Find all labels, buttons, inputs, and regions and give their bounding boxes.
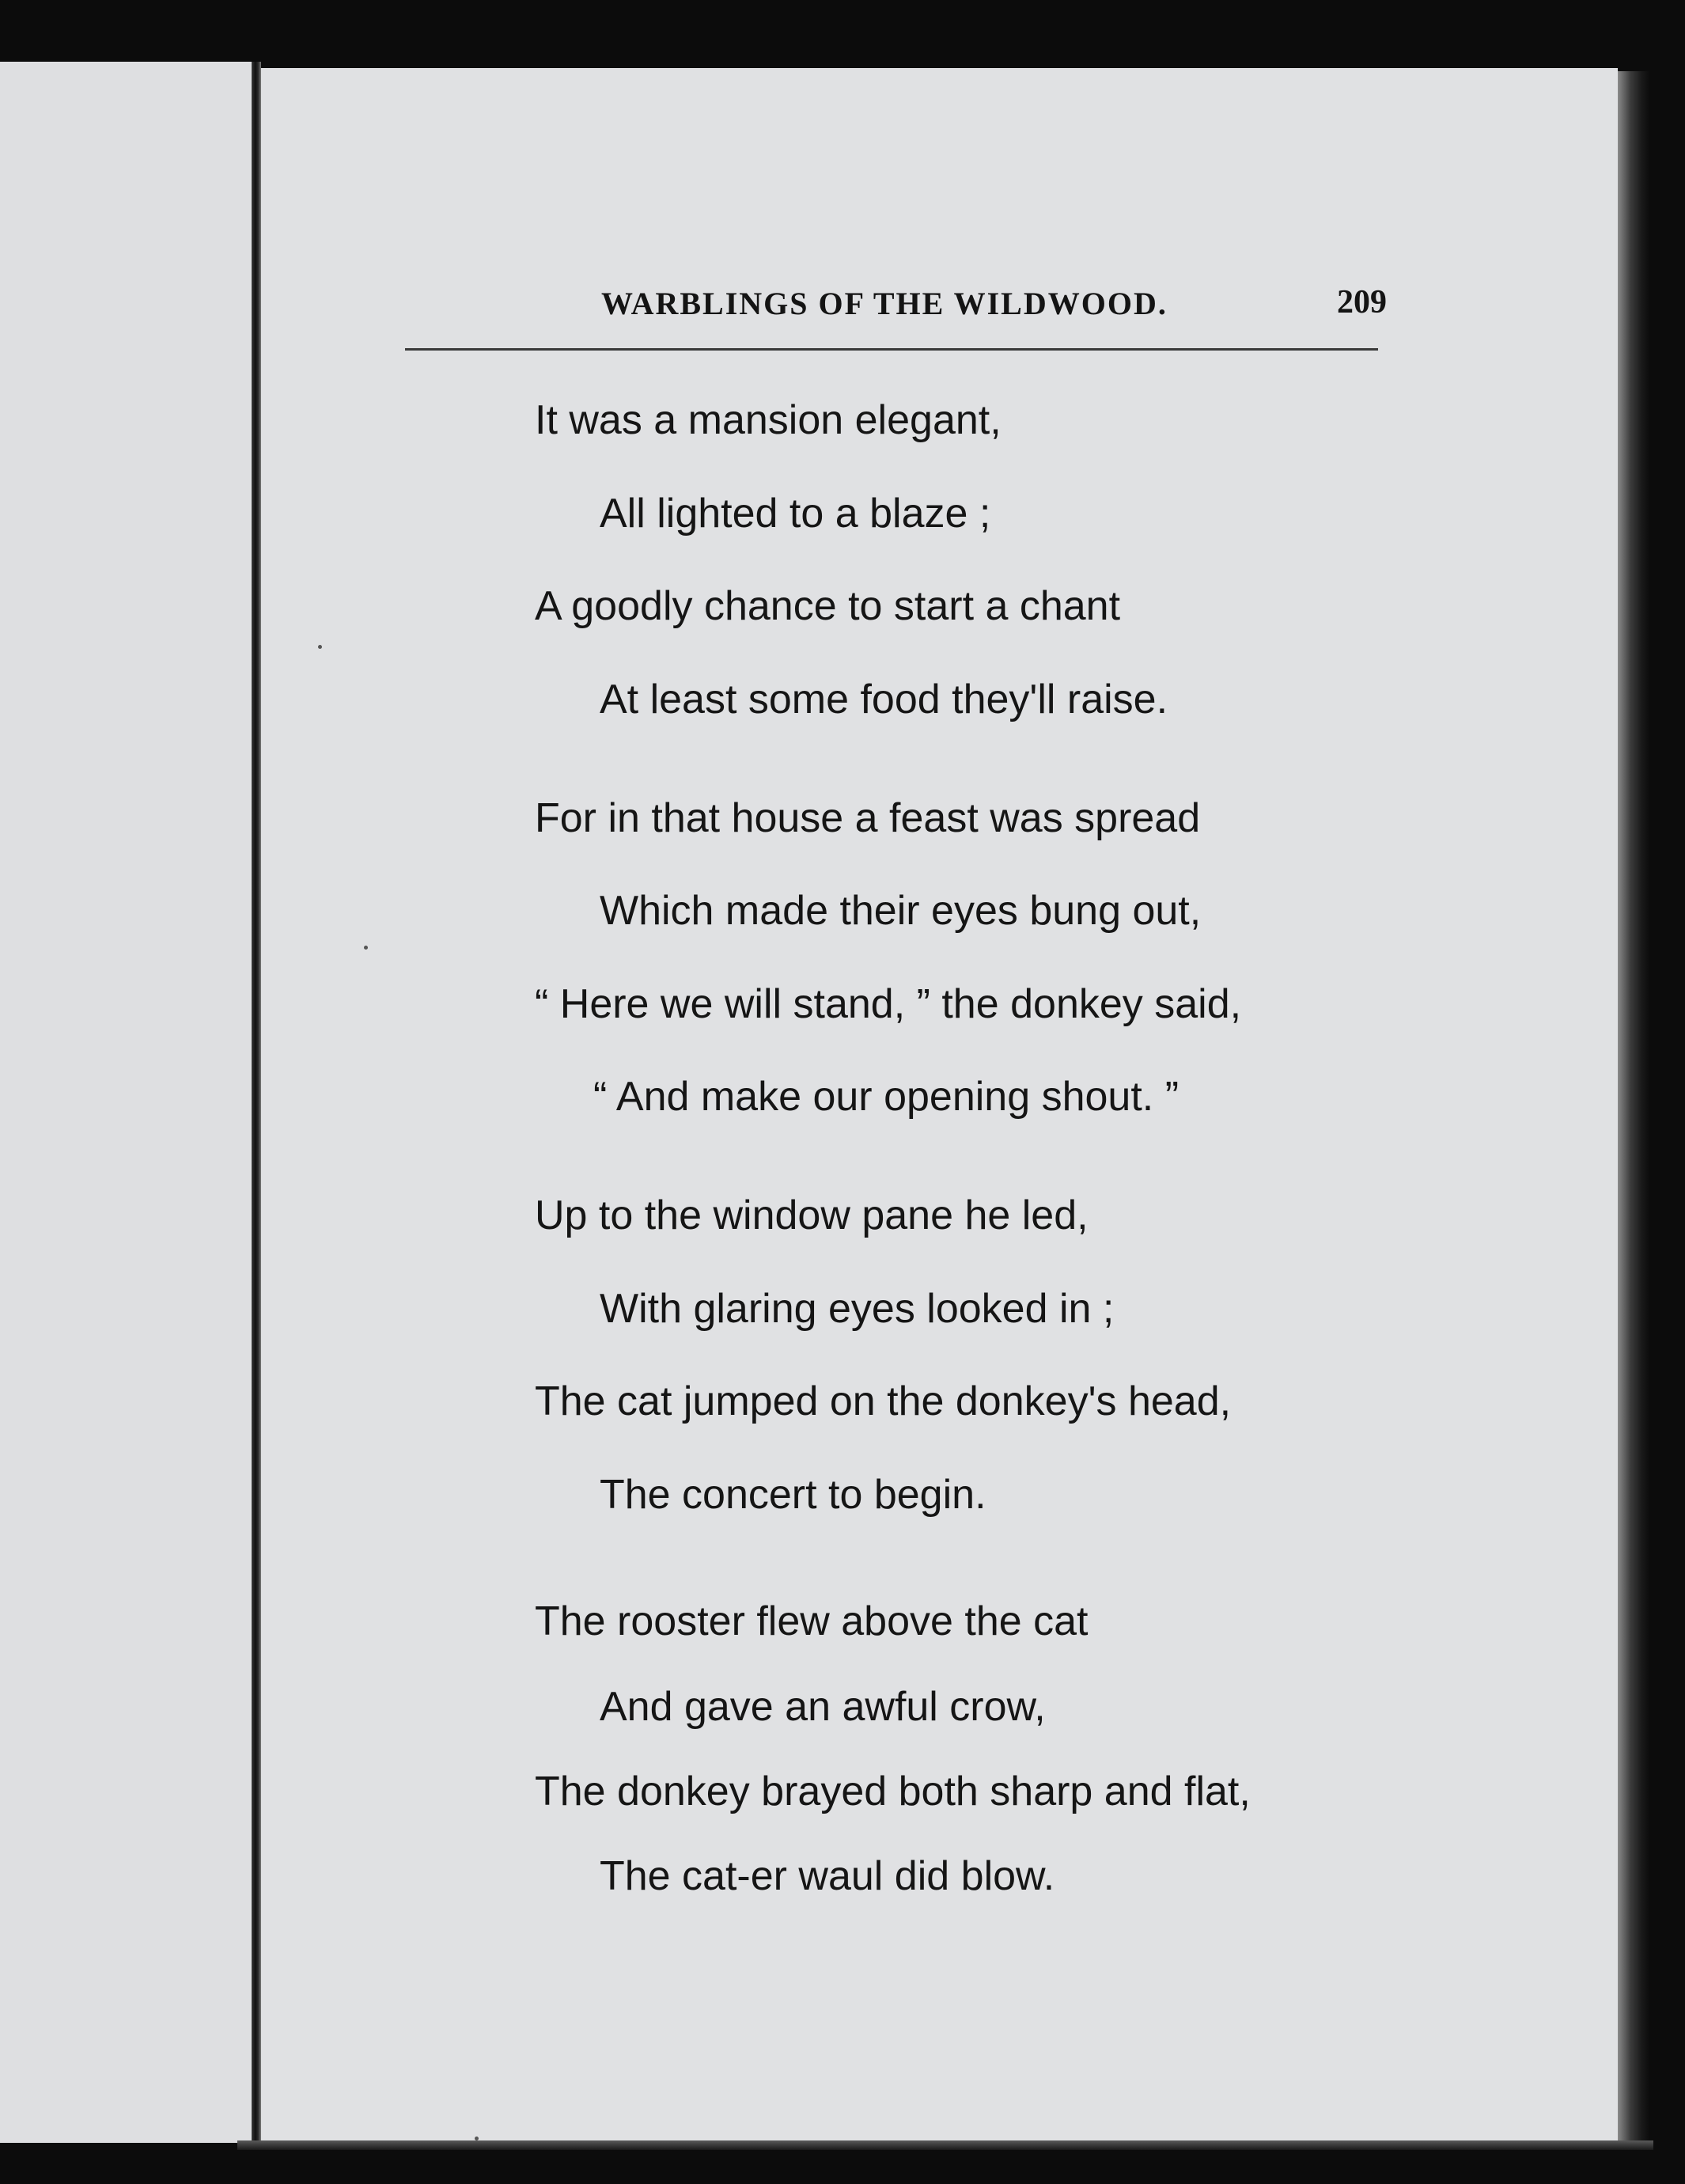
poem-line: The cat-er waul did blow. — [600, 1853, 1055, 1899]
left-page-blank — [0, 62, 252, 2143]
poem-line: The cat jumped on the donkey's head, — [535, 1378, 1232, 1424]
poem-line: Up to the window pane he led, — [535, 1192, 1089, 1238]
poem-line: It was a mansion elegant, — [535, 397, 1002, 443]
poem-line: With glaring eyes looked in ; — [600, 1286, 1115, 1332]
poem-line: For in that house a feast was spread — [535, 795, 1201, 841]
scan-speck — [364, 946, 368, 950]
poem-line: The concert to begin. — [600, 1472, 986, 1518]
page-number: 209 — [1337, 284, 1387, 320]
scan-speck — [318, 645, 322, 649]
poem-line: The donkey brayed both sharp and flat, — [535, 1769, 1251, 1814]
book-gutter — [252, 62, 261, 2143]
running-head-title: WARBLINGS OF THE WILDWOOD. — [601, 286, 1168, 321]
poem-line: At least some food they'll raise. — [600, 677, 1168, 722]
poem-line: All lighted to a blaze ; — [600, 491, 991, 537]
header-rule — [405, 348, 1378, 351]
page-edge-shadow — [1618, 71, 1649, 2144]
poem-line: Which made their eyes bung out, — [600, 888, 1202, 934]
poem-line: And gave an awful crow, — [600, 1684, 1046, 1730]
poem-line: “ And make our opening shout. ” — [593, 1074, 1180, 1120]
page-bottom-edge — [237, 2140, 1653, 2150]
poem-line: The rooster flew above the cat — [535, 1598, 1089, 1644]
scan-speck — [475, 2137, 479, 2140]
poem-line: A goodly chance to start a chant — [535, 583, 1121, 629]
poem-line: “ Here we will stand, ” the donkey said, — [535, 981, 1242, 1027]
